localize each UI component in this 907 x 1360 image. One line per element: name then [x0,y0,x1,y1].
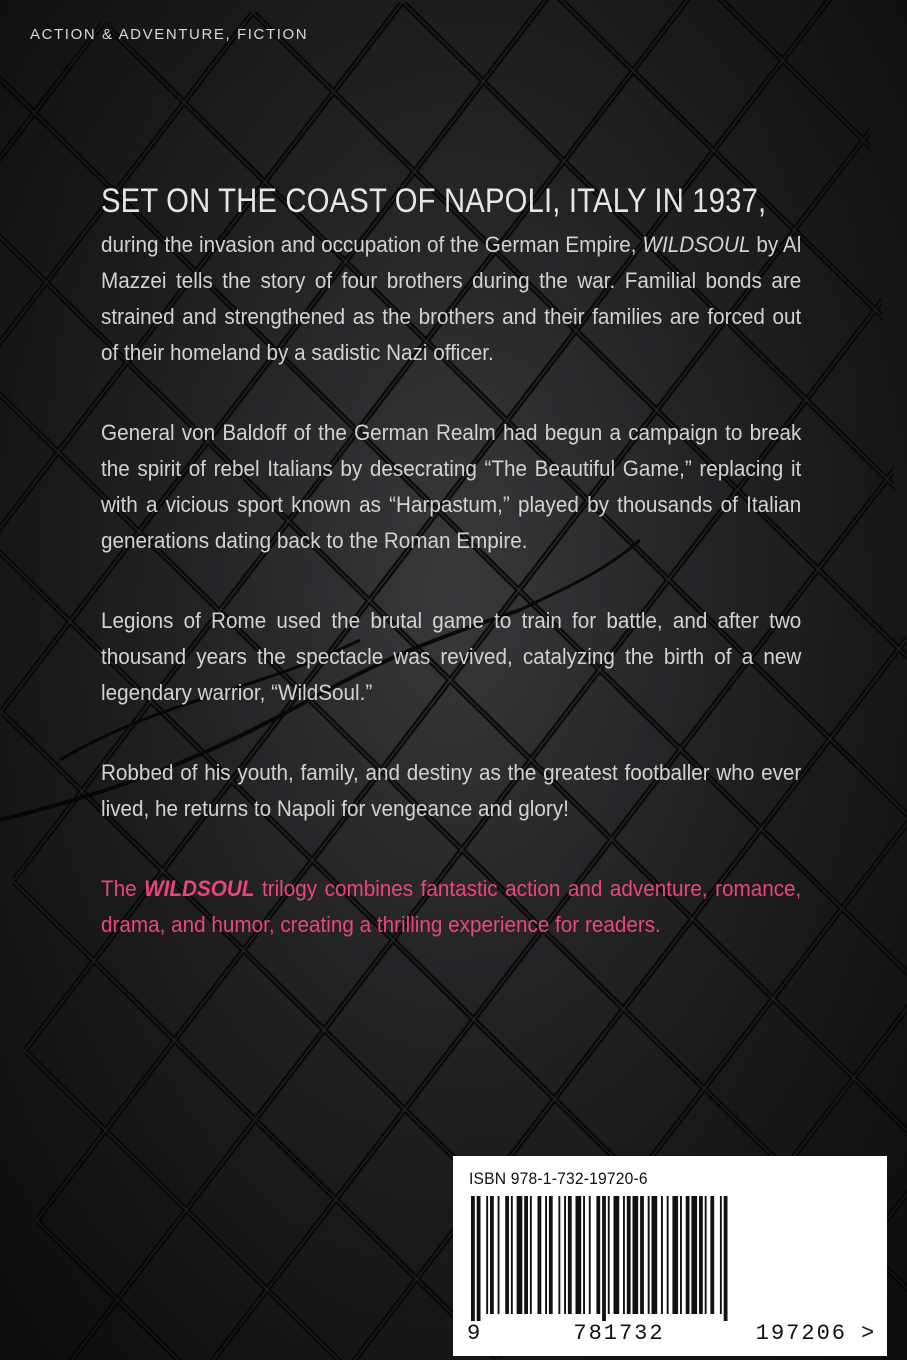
barcode-icon [467,1196,867,1321]
blurb-p5-title: WILDSOUL [144,876,255,901]
barcode-digits [467,1321,847,1346]
blurb-paragraph-3: Legions of Rome used the brutal game to train for battle, and after two thousand years the spectacle was revived, catalyzing the birth of a new legendary warrior, “WildSoul.” [101,608,802,705]
blurb-paragraph-2: General von Baldoff of the German Realm had begun a campaign to break the spirit of rebel Italians by desecrating “The Beautiful Game,” replacing it with a vicious sport known as “Harpastum,” played by thousands of Italian generations dating back to the Roman Empire. [101,420,802,553]
barcode-digit-group-2: 781732 [573,1321,665,1346]
blurb-paragraph-5-highlight [101,871,801,943]
blurb-p1-text-a: during the invasion and occupation of the German Empire, [101,232,643,257]
isbn-label: ISBN 978-1-732-19720-6 [469,1169,648,1188]
blurb-p5-text-b: trilogy combines fantastic action and adventure, romance, drama, and humor, creating a thrilling experience for readers. [101,876,802,937]
genre-category: ACTION & ADVENTURE, FICTION [30,26,309,43]
blurb-p5-text-a: The [101,876,145,901]
blurb-p1-text-b: by Al Mazzei tells the story of four brothers during the war. Familial bonds are strained and strengthened as the brothers and their families are forced out of their homeland by a sadistic Nazi officer. [101,232,802,365]
barcode-quiet-zone-mark: > [861,1321,875,1346]
blurb-lead-line: SET ON THE COAST OF NAPOLI, ITALY IN 1937, [101,182,767,220]
blurb-paragraph-4: Robbed of his youth, family, and destiny as the greatest footballer who ever lived, he returns to Napoli for vengeance and glory! [101,760,802,821]
barcode-digit-group-1: 9 [467,1321,483,1346]
blurb-p1-title: WILDSOUL [642,232,751,257]
barcode-digit-group-3: 197206 [755,1321,847,1346]
blurb-paragraph-1 [101,227,801,371]
isbn-barcode-box [453,1156,887,1356]
back-cover-blurb [101,182,801,987]
